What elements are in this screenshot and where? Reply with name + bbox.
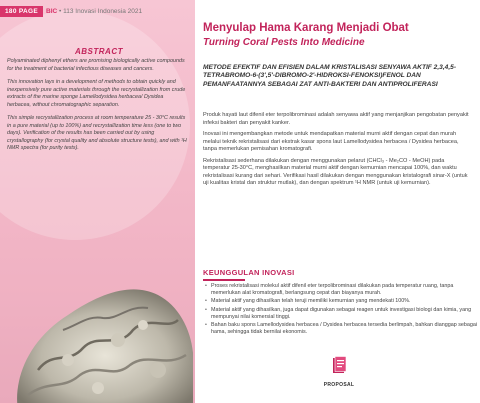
article-body xyxy=(203,112,471,192)
advantages-list xyxy=(203,283,479,337)
list-item: • Bahan baku spons Lamellodysidea herbacea / Dysidea herbacea tersedia berlimpah, bahkan dianggap sebagai hama, sehingga tidak bernilai ekonomis. xyxy=(211,322,479,336)
list-item: • Material aktif yang dihasilkan, juga dapat digunakan sebagai reagen untuk investigasi biologi dan kimia, yang mempunyai nilai komersial tinggi. xyxy=(211,307,479,321)
body-paragraph: Rekristalisasi sederhana dilakukan dengan menggunakan pelarut (CHCl₃ - Me₂CO - MeOH) pada temperatur 25-30°C, menghasilkan material murni aktif dengan kemurnian mencapai 100%, dan waktu rekristalisasi kurang dari sehari. Verifikasi hasil dilakukan dengan menggunakan kristalografi sinar-X (untuk uji kualitas kristal dan struktur mutlak), dan dengan spektrum ¹H NMR (untuk uji kemurnian). xyxy=(203,157,468,186)
body-paragraph: Produk hayati laut difenil eter terpolibrominasi adalah senyawa aktif yang menjanjikan pengobatan penyakit infeksi bakteri dan penyakit kanker. xyxy=(203,112,469,126)
abstract-panel xyxy=(0,0,195,403)
status-badge xyxy=(319,356,359,388)
page-number-badge: 180 PAGE xyxy=(0,6,43,17)
list-item: • Material aktif yang dihasilkan telah teruji memiliki kemurnian yang mendekati 100%. xyxy=(211,298,479,305)
coral-sponge-image xyxy=(8,270,193,403)
abstract-paragraph: Polyaminated diphenyl ethers are promising biologically active compounds for the treatment of bacterial infectious diseases and cancers. xyxy=(7,58,185,72)
abstract-paragraph: This simple recrystallization process at room temperature 25 - 30°C results in a pure material (up to 100%) and recrystallization time less (one to two days). Verification of the results has been carried out by using crystallography (for crystal quality and absolute structure tests), and with ¹H NMR spectra (for purity tests). xyxy=(7,115,187,151)
list-item: • Proses rekristalisasi molekul aktif difenil eter terpolibrominasi dilakukan pada temperatur ruang, tanpa memerlukan alat kromatografi, berlangsung cepat dan biayanya murah. xyxy=(211,283,479,297)
abstract-text xyxy=(7,58,187,159)
article-content xyxy=(203,0,478,403)
abstract-title: ABSTRACT xyxy=(75,47,123,56)
breadcrumb-rest: • 113 Inovasi Indonesia 2021 xyxy=(59,7,143,15)
body-paragraph: Inovasi ini mengembangkan metode untuk mendapatkan material murni aktif dengan cepat dan murah melalui teknik rekristalisasi dari ekstrak kasar spons laut Lamellodysidea herbacea / Dysidea herbacea, tanpa memerlukan pemisahan kromatografi. xyxy=(203,131,459,152)
advantages-heading: KEUNGGULAN INOVASI xyxy=(203,268,295,277)
status-label: PROPOSAL xyxy=(323,382,355,388)
breadcrumb xyxy=(46,8,142,15)
article-subtitle-english: Turning Coral Pests Into Medicine xyxy=(203,37,365,48)
breadcrumb-bic: BIC xyxy=(46,7,58,15)
advantages-underline xyxy=(203,279,245,281)
abstract-paragraph: This innovation lays in a development of methods to obtain quickly and inexpensively pure active materials through the recrystallization from crude extracts of the marine sponge Lamellodysidea herbacea/ Dysidea herbacea, without chromatographic separation. xyxy=(7,79,186,108)
method-headline: METODE EFEKTIF DAN EFISIEN DALAM KRISTALISASI SENYAWA AKTIF 2,3,4,5-TETRABROMO-6-(3',5'-DIBROMO-2'-HIDROKSI-FENOKSI)FENOL DAN PEMANFAATANNYA SEBAGAI ZAT ANTI-BAKTERI DAN ANTIPROLIFERASI xyxy=(203,64,457,88)
article-title: Menyulap Hama Karang Menjadi Obat xyxy=(203,22,409,34)
page-header xyxy=(0,4,142,18)
document-icon xyxy=(331,356,347,376)
